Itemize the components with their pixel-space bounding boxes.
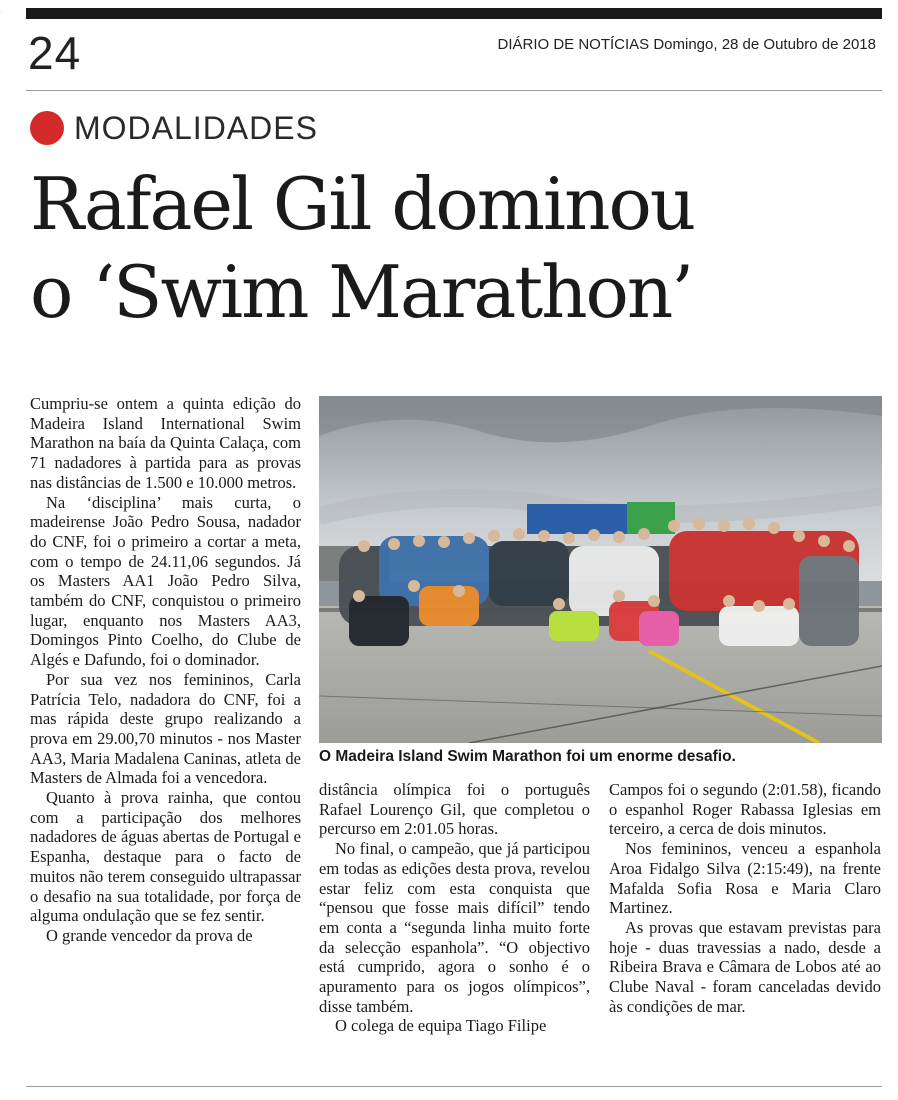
- section-label: [30, 110, 318, 146]
- footer-rule: [26, 1086, 882, 1087]
- paragraph: As provas que estavam previstas para hoje - duas travessias a nado, desde a Ribeira Brava e Câmara de Lobos até ao Clube Naval - foram canceladas devido às condições de mar.: [609, 917, 881, 1016]
- section-name: MODALIDADES: [74, 110, 318, 146]
- article-column-3: [609, 780, 881, 1016]
- paragraph: Por sua vez nos femininos, Carla Patrícia Telo, nadadora do CNF, foi a mas rápida deste grupo realizando a prova em 29.00,70 minutos - nos Master AA3, Maria Madalena Caninas, atleta de Masters de Almada foi a vencedora.: [30, 669, 301, 788]
- paragraph: Campos foi o segundo (2:01.58), ficando o espanhol Roger Rabassa Iglesias em terceiro, a cerca de dois minutos.: [609, 780, 881, 839]
- top-black-bar: [26, 8, 882, 19]
- page-number: 24: [28, 27, 82, 79]
- article-column-2: [319, 780, 590, 1036]
- headline: [30, 160, 880, 336]
- paragraph: Quanto à prova rainha, que contou com a participação dos melhores nadadores de águas abertas de Portugal e Espanha, destaque para o facto de muitos não terem conseguido ultrapassar o desafio na sua totalidade, por força de alguma ondulação que se fez sentir.: [30, 788, 301, 926]
- page-edge-mark: ·: [0, 10, 2, 16]
- paragraph: Cumpriu-se ontem a quinta edição do Madeira Island International Swim Marathon na baía da Quinta Calaça, com 71 nadadores à partida para as provas nas distâncias de 1.500 e 10.000 metros.: [30, 394, 301, 492]
- red-dot-icon: [30, 111, 64, 145]
- header-rule: [26, 90, 882, 91]
- masthead: DIÁRIO DE NOTÍCIAS Domingo, 28 de Outubro de 2018: [497, 36, 876, 53]
- paragraph: No final, o campeão, que já participou em todas as edições desta prova, revelou estar feliz com esta conquista que “pensou que fosse mais difícil” tendo em conta a “segunda linha muito forte da selecção espanhola”. “O objectivo está cumprido, agora o sonho é o apuramento para os jogos olímpicos”, disse também.: [319, 839, 590, 1016]
- paragraph: Nos femininos, venceu a espanhola Aroa Fidalgo Silva (2:15:49), na frente Mafalda Sofia Rosa e Maria Claro Martinez.: [609, 839, 881, 918]
- photo-illustration: [319, 396, 882, 743]
- headline-line-1: Rafael Gil dominou: [30, 162, 695, 246]
- headline-line-2: o ‘Swim Marathon’: [30, 250, 693, 334]
- paragraph: distância olímpica foi o português Rafael Lourenço Gil, que completou o percurso em 2:01.05 horas.: [319, 780, 590, 839]
- paragraph: O grande vencedor da prova de: [46, 925, 253, 945]
- article-column-1: [30, 394, 301, 946]
- photo-caption: O Madeira Island Swim Marathon foi um enorme desafio.: [319, 748, 736, 765]
- paragraph: O colega de equipa Tiago Filipe: [335, 1016, 547, 1036]
- team-photo: [319, 396, 882, 743]
- paragraph: Na ‘disciplina’ mais curta, o madeirense João Pedro Sousa, nadador do CNF, foi o primeiro a cortar a meta, com o tempo de 24.11,06 segundos. Já os Masters AA1 João Pedro Silva, também do CNF, conquistou o primeiro lugar, enquanto nos Masters AA3, Domingos Pinto Coelho, do Clube de Algés e Dafundo, foi o dominador.: [30, 492, 301, 670]
